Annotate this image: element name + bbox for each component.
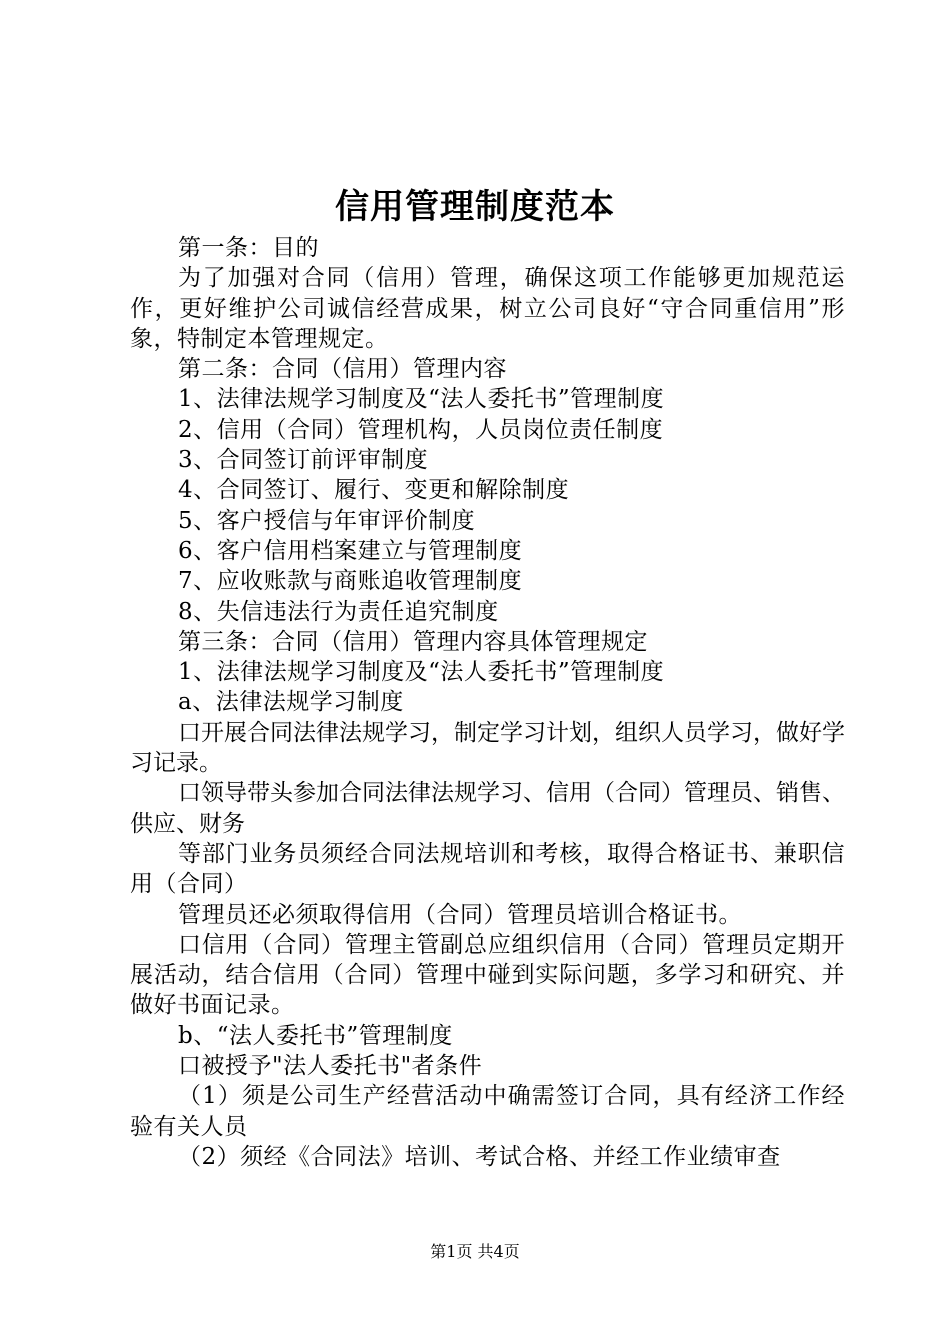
article-heading: 第三条：合同（信用）管理内容具体管理规定 — [178, 628, 648, 655]
list-item: 6、客户信用档案建立与管理制度 — [178, 537, 523, 564]
paragraph: 口开展合同法律法规学习，制定学习计划，组织人员学习，做好学习记录。 — [130, 719, 845, 777]
section-heading: 1、法律法规学习制度及“法人委托书”管理制度 — [178, 659, 665, 686]
subsection-heading: b、“法人委托书”管理制度 — [178, 1022, 453, 1049]
paragraph: 口被授予"法人委托书"者条件 — [178, 1053, 483, 1080]
article-heading: 第二条：合同（信用）管理内容 — [178, 356, 507, 383]
paragraph: （2）须经《合同法》培训、考试合格、并经工作业绩审查 — [178, 1143, 781, 1170]
list-item: 5、客户授信与年审评价制度 — [178, 507, 476, 534]
list-item: 8、失信违法行为责任追究制度 — [178, 598, 499, 625]
list-item: 1、法律法规学习制度及“法人委托书”管理制度 — [178, 386, 665, 413]
subsection-heading: a、法律法规学习制度 — [178, 689, 404, 716]
paragraph: 口领导带头参加合同法律法规学习、信用（合同）管理员、销售、供应、财务 — [130, 780, 845, 837]
page-number-footer: 第1页 共4页 — [430, 1242, 520, 1261]
list-item: 3、合同签订前评审制度 — [178, 447, 429, 474]
document-title: 信用管理制度范本 — [335, 187, 615, 227]
paragraph: 等部门业务员须经合同法规培训和考核，取得合格证书、兼职信用（合同） — [130, 840, 845, 898]
paragraph: 为了加强对合同（信用）管理，确保这项工作能够更加规范运作，更好维护公司诚信经营成果，树立公司良好“守合同重信用”形象，特制定本管理规定。 — [130, 265, 845, 352]
document-body — [130, 233, 845, 1172]
list-item: 4、合同签订、履行、变更和解除制度 — [178, 477, 570, 504]
paragraph: （1）须是公司生产经营活动中确需签订合同，具有经济工作经验有关人员 — [130, 1083, 845, 1140]
article-heading: 第一条：目的 — [178, 235, 319, 261]
list-item: 2、信用（合同）管理机构，人员岗位责任制度 — [178, 416, 664, 443]
list-item: 7、应收账款与商账追收管理制度 — [178, 568, 523, 595]
paragraph: 口信用（合同）管理主管副总应组织信用（合同）管理员定期开展活动，结合信用（合同）管理中碰到实际问题，多学习和研究、并做好书面记录。 — [130, 931, 845, 1019]
paragraph: 管理员还必须取得信用（合同）管理员培训合格证书。 — [178, 901, 742, 928]
